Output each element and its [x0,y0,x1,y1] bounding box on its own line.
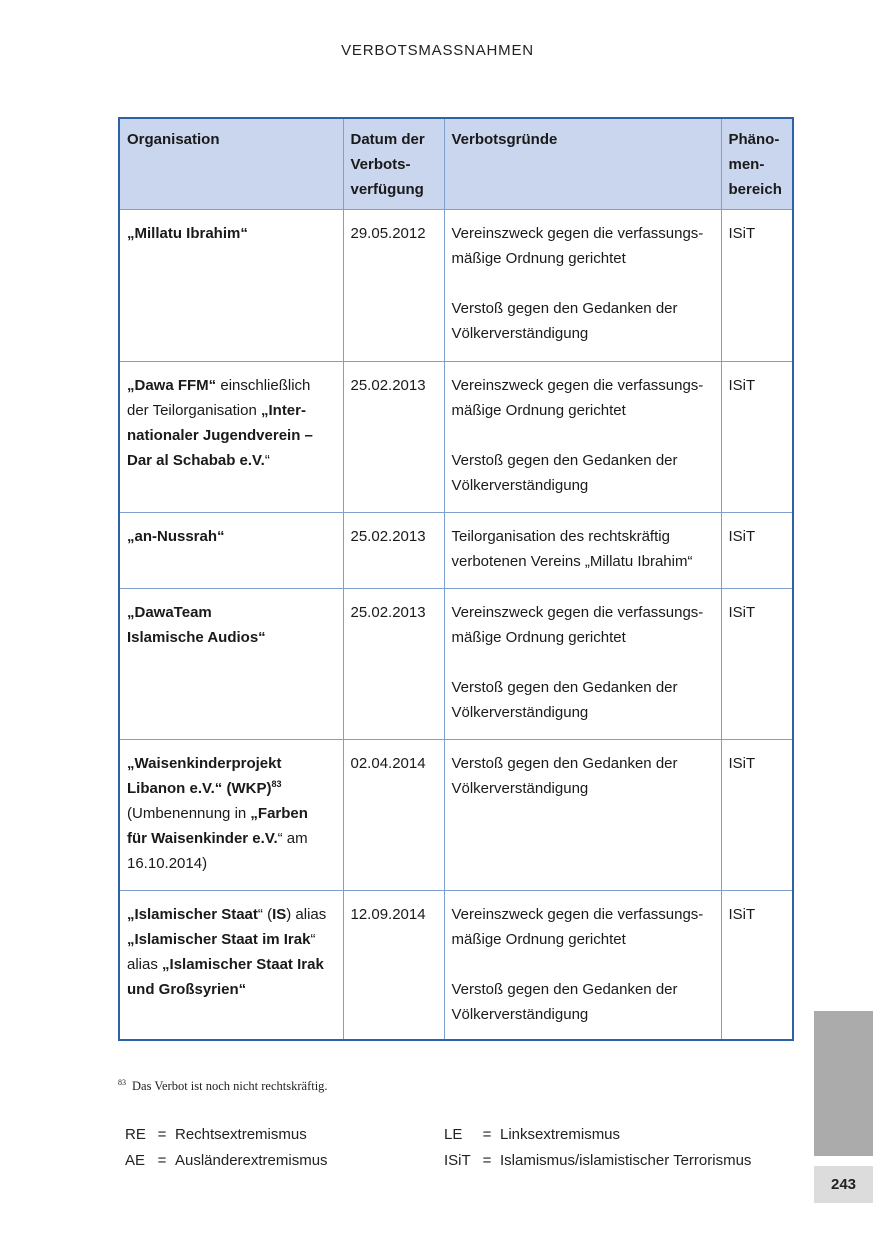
header-bereich: Phäno- men- bereich [721,118,793,209]
table-row [119,361,793,512]
cell-organisation: „Waisenkinderprojekt Libanon e.V.“ (WKP)$^{83}$ (Umbenennung in „Farben für Waisenkinder e.V.“ am 16.10.2014) [119,739,343,890]
cell-area: ISiT [721,588,793,739]
cell-reasons: Vereinszweck gegen die verfassungs- mäßige Ordnung gerichtet Verstoß gegen den Gedanken der Völkerverständigung [444,209,721,361]
legend-text: Rechtsextremismus [175,1126,307,1143]
cell-area: ISiT [721,361,793,512]
cell-organisation: „DawaTeam Islamische Audios“ [119,588,343,739]
table-row [119,739,793,890]
cell-reasons: Vereinszweck gegen die verfassungs- mäßige Ordnung gerichtet Verstoß gegen den Gedanken der Völkerverständigung [444,361,721,512]
header-row [119,118,793,209]
legend-item: LE = Linksextremismus [444,1122,751,1148]
table-row [119,890,793,1040]
legend-left [125,1122,328,1174]
cell-reasons: Verstoß gegen den Gedanken der Völkerverständigung [444,739,721,890]
cell-date: 02.04.2014 [343,739,444,890]
legend-text: Ausländerextremismus [175,1152,328,1169]
cell-area: ISiT [721,209,793,361]
legend-abbr: ISiT [444,1152,471,1169]
cell-organisation: „Dawa FFM“ einschließlich der Teilorganisation „Inter- nationaler Jugendverein – Dar al Schabab e.V.“ [119,361,343,512]
legend-text: Islamismus/islamistischer Terrorismus [500,1152,752,1169]
table-row [119,512,793,588]
legend-abbr: LE [444,1126,463,1143]
footnote-text: Das Verbot ist noch nicht rechtskräftig. [132,1079,328,1094]
cell-date: 25.02.2013 [343,588,444,739]
legend-text: Linksextremismus [500,1126,621,1143]
chapter-thumb-tab [814,1011,873,1156]
cell-reasons: Vereinszweck gegen die verfassungs- mäßige Ordnung gerichtet Verstoß gegen den Gedanken der Völkerverständigung [444,890,721,1040]
running-head: VERBOTSMASSNAHMEN [341,42,534,59]
footnote-reference: 83 [271,778,282,789]
legend-abbr: RE [125,1126,146,1143]
legend-item: AE = Ausländerextremismus [125,1148,328,1174]
table-row [119,588,793,739]
footnote-number: 83 [118,1078,126,1087]
bans-table [118,117,794,1041]
table-row [119,209,793,361]
cell-organisation: „an-Nussrah“ [119,512,343,588]
header-datum: Datum der Verbots- verfügung [343,118,444,209]
footnote [118,1078,328,1094]
cell-area: ISiT [721,512,793,588]
header-organisation: Organisation [119,118,343,209]
cell-reasons: Teilorganisation des rechtskräftig verbotenen Vereins „Millatu Ibrahim“ [444,512,721,588]
cell-organisation: „Millatu Ibrahim“ [119,209,343,361]
legend-abbr: AE [125,1152,146,1169]
cell-area: ISiT [721,739,793,890]
page-number: 243 [814,1166,873,1203]
cell-date: 25.02.2013 [343,512,444,588]
cell-organisation: „Islamischer Staat“ (IS) alias „Islamischer Staat im Irak“ alias „Islamischer Staat Irak und Großsyrien“ [119,890,343,1040]
cell-date: 29.05.2012 [343,209,444,361]
cell-date: 12.09.2014 [343,890,444,1040]
legend-item: ISiT = Islamismus/islamistischer Terrorismus [444,1148,751,1174]
header-gruende: Verbotsgründe [444,118,721,209]
cell-reasons: Vereinszweck gegen die verfassungs- mäßige Ordnung gerichtet Verstoß gegen den Gedanken der Völkerverständigung [444,588,721,739]
cell-area: ISiT [721,890,793,1040]
legend-item: RE = Rechtsextremismus [125,1122,328,1148]
legend-right [444,1122,751,1174]
cell-date: 25.02.2013 [343,361,444,512]
